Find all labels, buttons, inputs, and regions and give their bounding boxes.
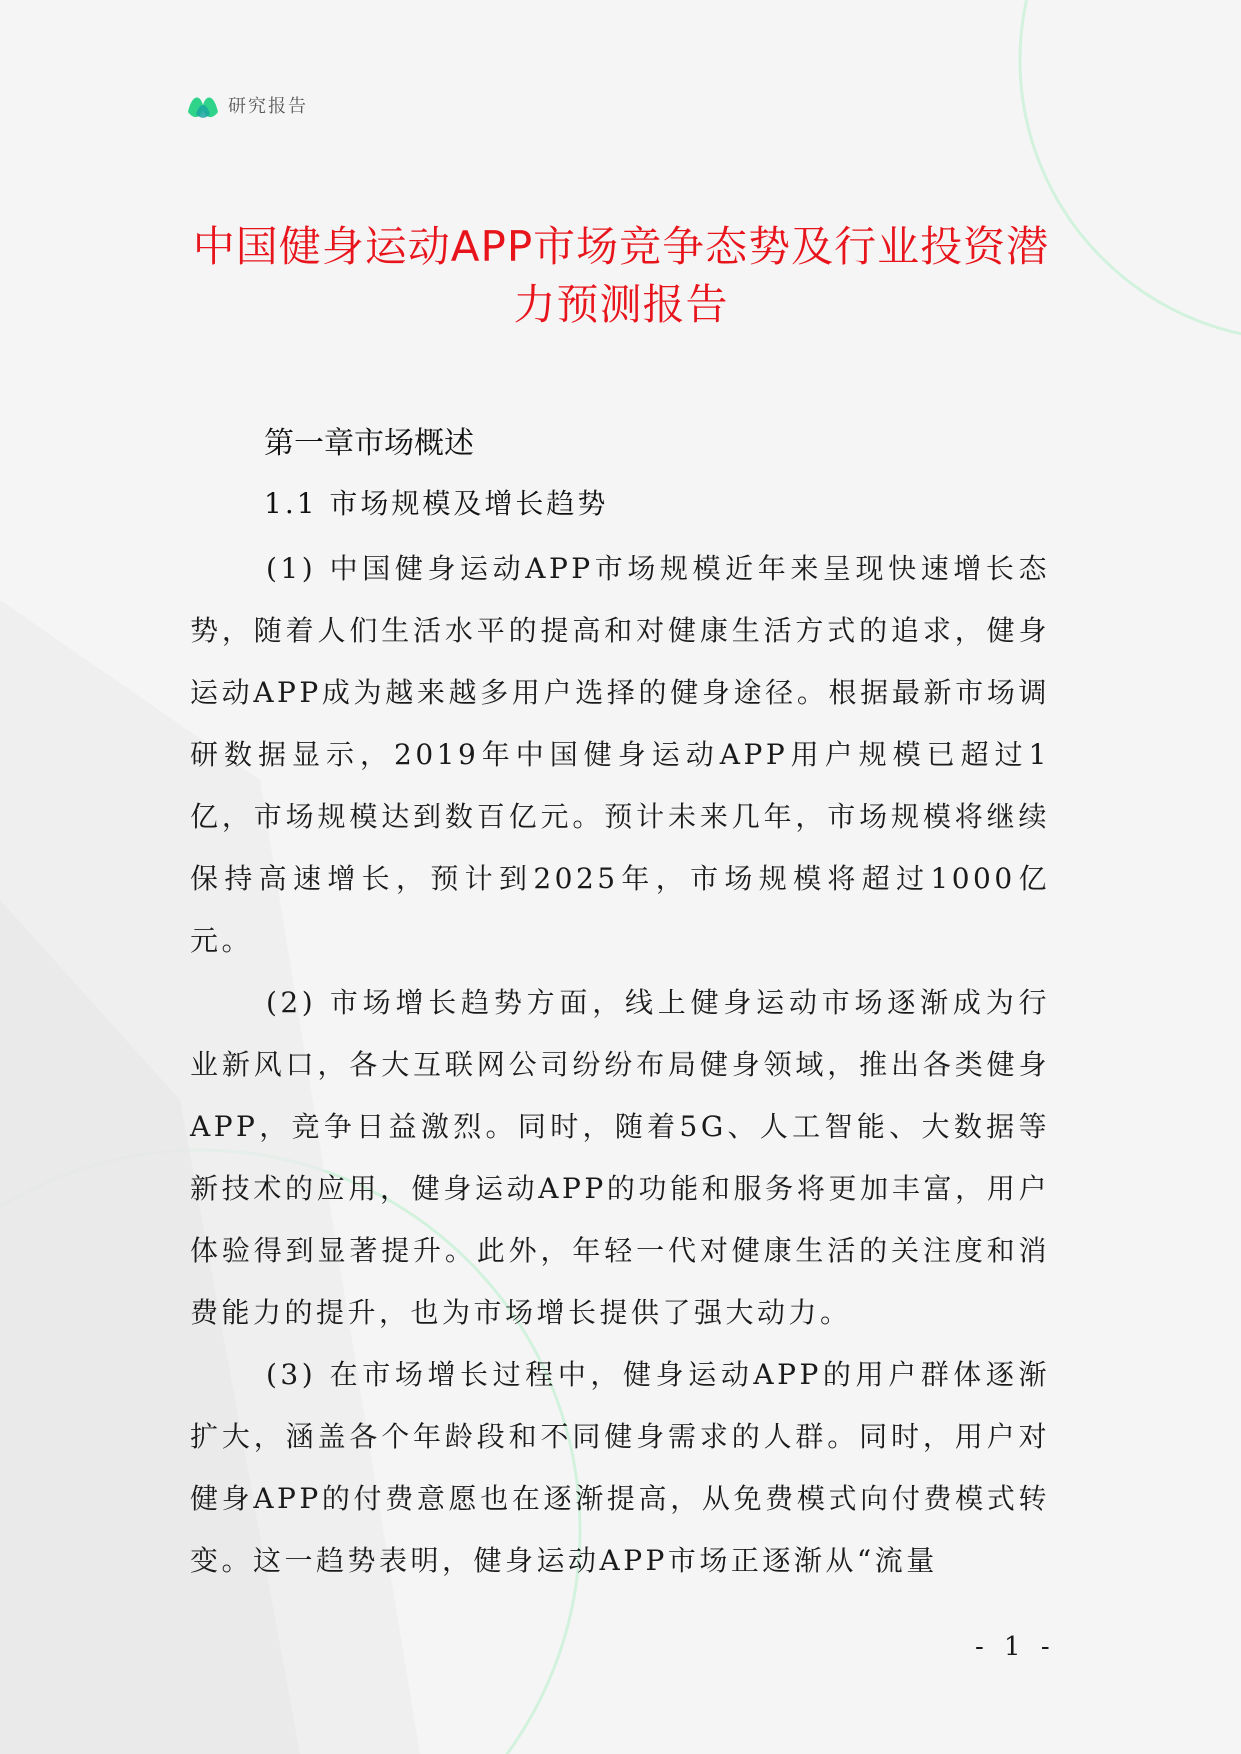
section-heading: 1.1 市场规模及增长趋势 [264, 487, 609, 520]
paragraph-3: (3) 在市场增长过程中，健身运动APP的用户群体逐渐扩大，涵盖各个年龄段和不同健身需求的人群。同时，用户对健身APP的付费意愿也在逐渐提高，从免费模式向付费模式转变。这一趋势表明，健身运动APP市场正逐渐从“流量 [190, 1358, 1050, 1577]
chapter-heading: 第一章市场概述 [264, 426, 474, 461]
paragraph-1: (1) 中国健身运动APP市场规模近年来呈现快速增长态势，随着人们生活水平的提高和对健康生活方式的追求，健身运动APP成为越来越多用户选择的健身途径。根据最新市场调研数据显示，2019年中国健身运动APP用户规模已超过1亿，市场规模达到数百亿元。预计未来几年，市场规模将继续保持高速增长，预计到2025年，市场规模将超过1000亿元。 [190, 552, 1050, 957]
paragraph-2: (2) 市场增长趋势方面，线上健身运动市场逐渐成为行业新风口，各大互联网公司纷纷布局健身领域，推出各类健身APP，竞争日益激烈。同时，随着5G、人工智能、大数据等新技术的应用，健身运动APP的功能和服务将更加丰富，用户体验得到显著提升。此外，年轻一代对健康生活的关注度和消费能力的提升，也为市场增长提供了强大动力。 [190, 986, 1050, 1329]
report-header [186, 90, 308, 120]
brand-logo-icon [186, 90, 220, 120]
page-number: - 1 - [975, 1632, 1056, 1662]
header-label: 研究报告 [228, 96, 308, 117]
report-title: 中国健身运动APP市场竞争态势及行业投资潜力预测报告 [192, 222, 1050, 329]
body-text [190, 538, 1050, 1592]
